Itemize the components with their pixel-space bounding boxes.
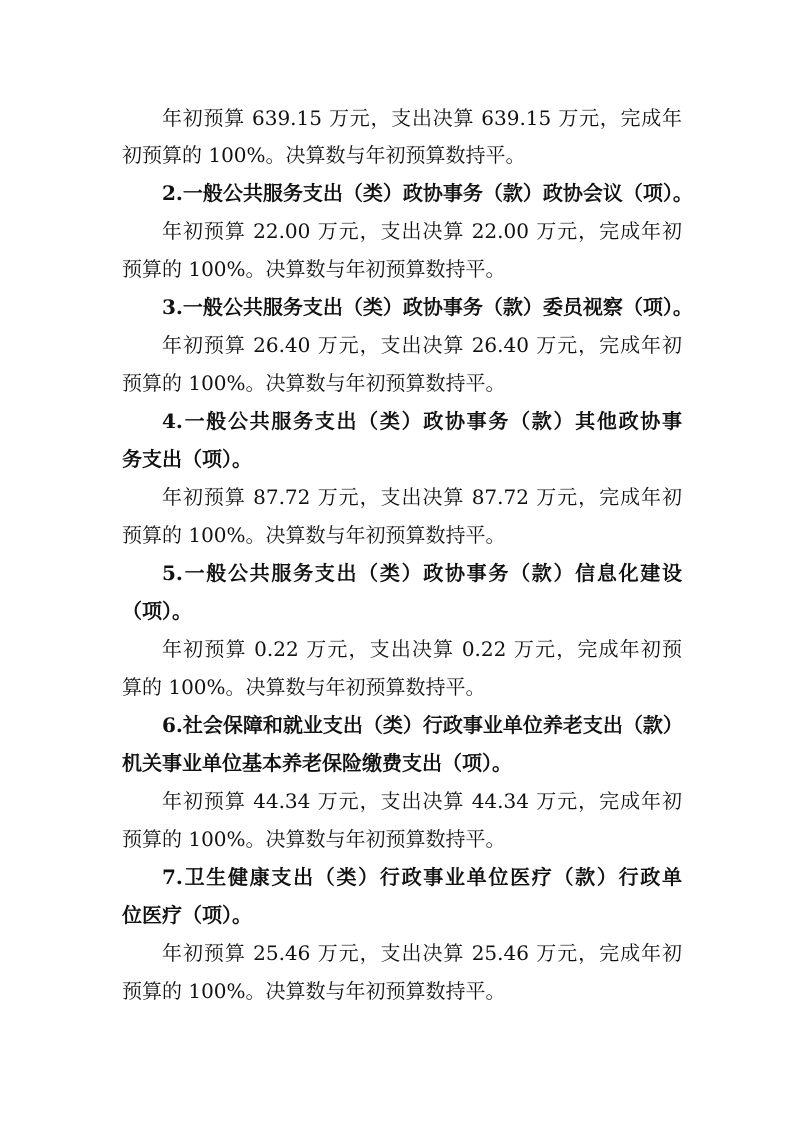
section-heading: （项）。 — [122, 599, 192, 623]
section-heading: 5.一般公共服务支出（类）政协事务（款）信息化建设 — [162, 561, 682, 585]
paragraph-line: 预算的 100%。决算数与年初预算数持平。 — [122, 257, 506, 281]
paragraph-line: 预算的 100%。决算数与年初预算数持平。 — [122, 979, 506, 1003]
paragraph-line: 年初预算 87.72 万元，支出决算 87.72 万元，完成年初 — [162, 485, 682, 509]
paragraph-line: 年初预算 25.46 万元，支出决算 25.46 万元，完成年初 — [162, 941, 682, 965]
section-heading: 7.卫生健康支出（类）行政事业单位医疗（款）行政单 — [162, 865, 682, 889]
section-heading: 4.一般公共服务支出（类）政协事务（款）其他政协事 — [162, 409, 682, 433]
paragraph-line: 初预算的 100%。决算数与年初预算数持平。 — [122, 143, 526, 167]
paragraph-line: 预算的 100%。决算数与年初预算数持平。 — [122, 827, 506, 851]
section-heading: 2.一般公共服务支出（类）政协事务（款）政协会议（项）。 — [162, 181, 693, 205]
section-heading: 务支出（项）。 — [122, 447, 252, 471]
paragraph-line: 预算的 100%。决算数与年初预算数持平。 — [122, 523, 506, 547]
paragraph-line: 年初预算 639.15 万元，支出决算 639.15 万元，完成年 — [162, 106, 682, 130]
paragraph-line: 年初预算 22.00 万元，支出决算 22.00 万元，完成年初 — [162, 219, 682, 243]
paragraph-line: 年初预算 44.34 万元，支出决算 44.34 万元，完成年初 — [162, 789, 682, 813]
section-heading: 3.一般公共服务支出（类）政协事务（款）委员视察（项）。 — [162, 295, 693, 319]
section-heading: 机关事业单位基本养老保险缴费支出（项）。 — [122, 751, 512, 775]
paragraph-line: 年初预算 26.40 万元，支出决算 26.40 万元，完成年初 — [162, 333, 682, 357]
paragraph-line: 算的 100%。决算数与年初预算数持平。 — [122, 675, 486, 699]
paragraph-line: 年初预算 0.22 万元，支出决算 0.22 万元，完成年初预 — [162, 637, 682, 661]
section-heading: 6.社会保障和就业支出（类）行政事业单位养老支出（款） — [162, 713, 683, 737]
section-heading: 位医疗（项）。 — [122, 903, 252, 927]
paragraph-line: 预算的 100%。决算数与年初预算数持平。 — [122, 371, 506, 395]
